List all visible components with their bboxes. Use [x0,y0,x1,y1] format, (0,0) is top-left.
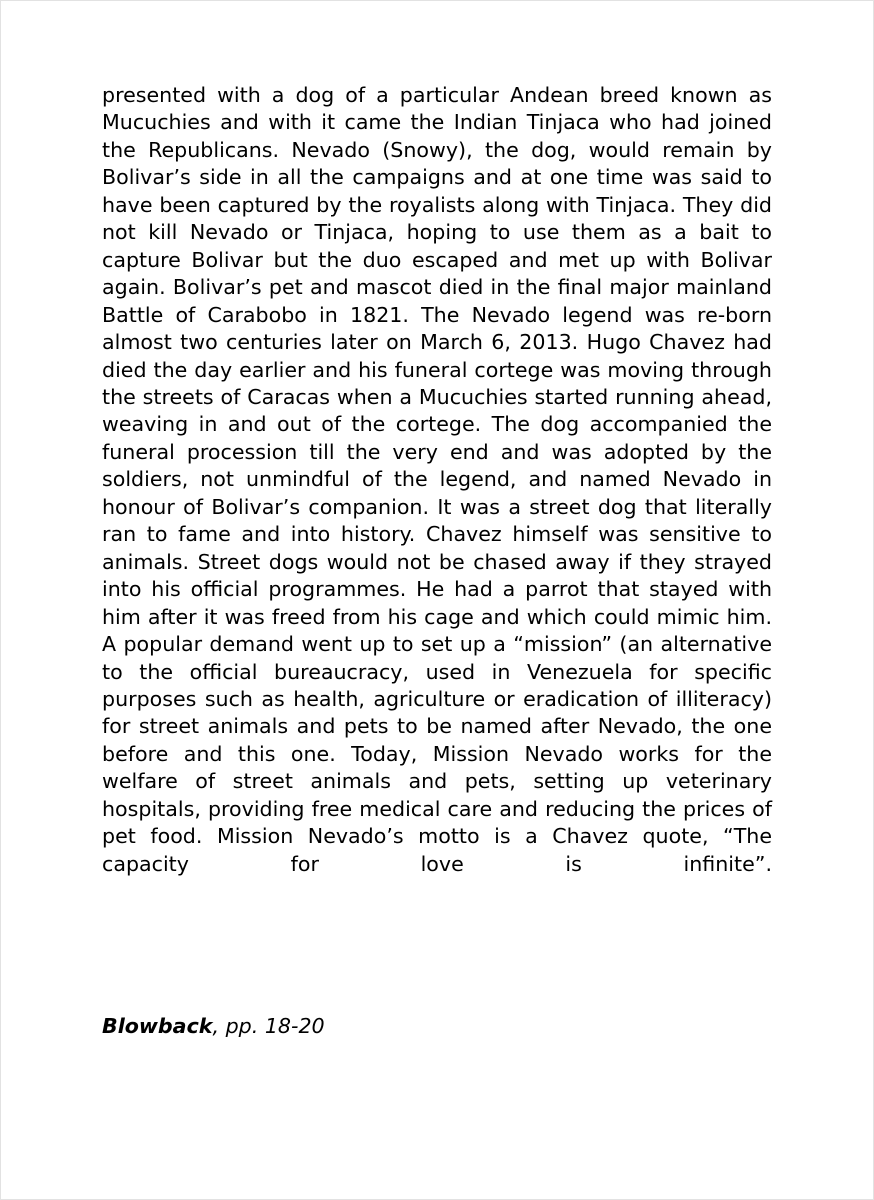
document-body [102,82,772,906]
source-page-reference: , pp. 18-20 [212,1014,325,1038]
source-attribution [102,1013,772,1040]
source-title: Blowback [102,1014,213,1038]
body-paragraph: presented with a dog of a particular Andean breed known as Mucuchies and with it came the Indian Tinjaca who had joined the Republicans. Nevado (Snowy), the dog, would remain by Bolivar’s side in all the campaigns and at one time was said to have been captured by the royalists along with Tinjaca. They did not kill Nevado or Tinjaca, hoping to use them as a bait to capture Bolivar but the duo escaped and met up with Bolivar again. Bolivar’s pet and mascot died in the final major mainland Battle of Carabobo in 1821. The Nevado legend was re-born almost two centuries later on March 6, 2013. Hugo Chavez had died the day earlier and his funeral cortege was moving through the streets of Caracas when a Mucuchies started running ahead, weaving in and out of the cortege. The dog accompanied the funeral procession till the very end and was adopted by the soldiers, not unmindful of the legend, and named Nevado in honour of Bolivar’s companion. It was a street dog that literally ran to fame and into history. Chavez himself was sensitive to animals. Street dogs would not be chased away if they strayed into his official programmes. He had a parrot that stayed with him after it was freed from his cage and which could mimic him. A popular demand went up to set up a “mission” (an alternative to the official bureaucracy, used in Venezuela for specific purposes such as health, agriculture or eradication of illiteracy) for street animals and pets to be named after Nevado, the one before and this one. Today, Mission Nevado works for the welfare of street animals and pets, setting up veterinary hospitals, providing free medical care and reducing the prices of pet food. Mission Nevado’s motto is a Chavez quote, “The capacity for love is infinite”. [102,83,772,876]
